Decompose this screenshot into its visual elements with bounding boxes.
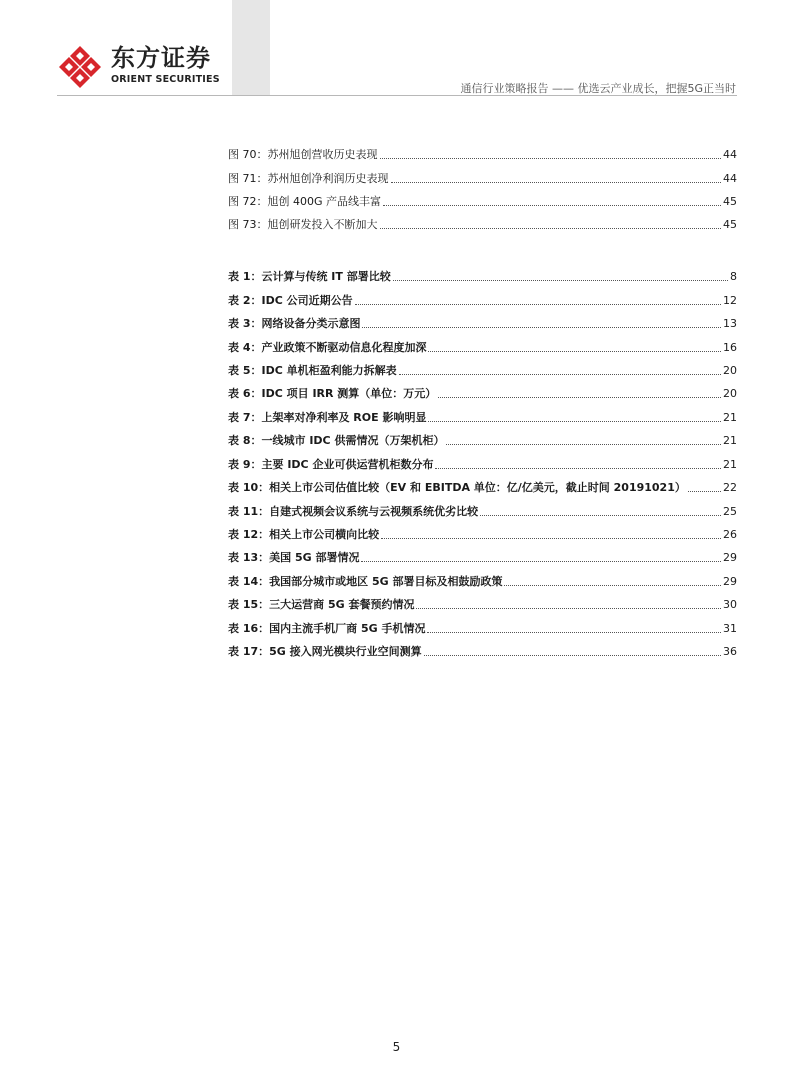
toc-leader-dots — [688, 490, 721, 492]
toc-table-entry[interactable] — [228, 264, 737, 284]
toc-entry-page: 20 — [723, 364, 737, 377]
toc-table-entry[interactable] — [228, 592, 737, 612]
toc-entry-page: 21 — [723, 411, 737, 424]
toc-entry-page: 29 — [723, 575, 737, 588]
toc-entry-label: 表 15：三大运营商 5G 套餐预约情况 — [228, 598, 415, 611]
toc-leader-dots — [383, 204, 721, 206]
toc-entry-page: 45 — [723, 195, 737, 208]
toc-table-entry[interactable] — [228, 452, 737, 472]
toc-figure-entry[interactable] — [228, 142, 737, 162]
toc-table-entry[interactable] — [228, 499, 737, 519]
toc-leader-dots — [428, 420, 721, 422]
toc-table-entry[interactable] — [228, 335, 737, 355]
toc-entry-page: 29 — [723, 551, 737, 564]
toc-table-entry[interactable] — [228, 288, 737, 308]
toc-entry-label: 图 70：苏州旭创营收历史表现 — [228, 148, 378, 161]
toc-table-entry[interactable] — [228, 522, 737, 542]
toc-leader-dots — [504, 584, 721, 586]
toc-entry-label: 表 2：IDC 公司近期公告 — [228, 294, 353, 307]
toc-figure-entry[interactable] — [228, 166, 737, 186]
toc-entry-label: 表 3：网络设备分类示意图 — [228, 317, 361, 330]
toc-entry-label: 表 5：IDC 单机柜盈利能力拆解表 — [228, 364, 397, 377]
toc-table-entry[interactable] — [228, 381, 737, 401]
toc-entry-label: 图 73：旭创研发投入不断加大 — [228, 218, 378, 231]
toc-entry-label: 图 71：苏州旭创净利润历史表现 — [228, 172, 389, 185]
toc-entry-label: 表 17：5G 接入网光模块行业空间测算 — [228, 645, 422, 658]
brand-name-en: ORIENT SECURITIES — [111, 74, 220, 85]
report-title: 通信行业策略报告 —— 优选云产业成长，把握5G正当时 — [460, 82, 736, 95]
toc-leader-dots — [362, 326, 721, 328]
toc-entry-page: 13 — [723, 317, 737, 330]
toc-entry-page: 25 — [723, 505, 737, 518]
toc-leader-dots — [435, 467, 721, 469]
toc-table-entry[interactable] — [228, 545, 737, 565]
toc-leader-dots — [438, 396, 721, 398]
toc-entry-label: 表 6：IDC 项目 IRR 测算（单位：万元） — [228, 387, 437, 400]
header-gray-band — [232, 0, 270, 96]
toc-table-entry[interactable] — [228, 358, 737, 378]
toc-leader-dots — [416, 607, 721, 609]
toc-figure-entry[interactable] — [228, 212, 737, 232]
toc-table-entry[interactable] — [228, 405, 737, 425]
toc-entry-label: 表 4：产业政策不断驱动信息化程度加深 — [228, 341, 427, 354]
toc-table-entry[interactable] — [228, 616, 737, 636]
toc-entry-page: 30 — [723, 598, 737, 611]
toc-entry-page: 44 — [723, 148, 737, 161]
toc-entry-label: 表 11：自建式视频会议系统与云视频系统优劣比较 — [228, 505, 479, 518]
toc-entry-page: 8 — [730, 270, 737, 283]
toc-figure-entry[interactable] — [228, 189, 737, 209]
toc-entry-page: 36 — [723, 645, 737, 658]
toc-table-entry[interactable] — [228, 428, 737, 448]
toc-leader-dots — [380, 157, 722, 159]
toc-entry-page: 21 — [723, 458, 737, 471]
toc-table-entry[interactable] — [228, 569, 737, 589]
toc-leader-dots — [424, 654, 721, 656]
toc-leader-dots — [393, 279, 728, 281]
toc-entry-label: 表 7：上架率对净利率及 ROE 影响明显 — [228, 411, 427, 424]
brand-name-cn: 东方证券 — [111, 44, 211, 72]
header-divider — [57, 95, 737, 96]
toc-leader-dots — [428, 350, 721, 352]
orient-logo-icon — [57, 44, 103, 90]
toc-leader-dots — [355, 303, 721, 305]
toc-table-entry[interactable] — [228, 475, 737, 495]
toc-entry-page: 31 — [723, 622, 737, 635]
toc-leader-dots — [361, 560, 721, 562]
toc-leader-dots — [381, 537, 721, 539]
toc-entry-label: 表 14：我国部分城市或地区 5G 部署目标及相鼓励政策 — [228, 575, 503, 588]
company-logo — [57, 44, 227, 90]
toc-entry-page: 20 — [723, 387, 737, 400]
toc-table-entry[interactable] — [228, 311, 737, 331]
toc-entry-label: 表 12：相关上市公司横向比较 — [228, 528, 380, 541]
toc-entry-page: 21 — [723, 434, 737, 447]
toc-leader-dots — [427, 631, 721, 633]
toc-entry-page: 22 — [723, 481, 737, 494]
toc-entry-label: 表 9：主要 IDC 企业可供运营机柜数分布 — [228, 458, 434, 471]
toc-entry-page: 44 — [723, 172, 737, 185]
toc-entry-label: 图 72：旭创 400G 产品线丰富 — [228, 195, 382, 208]
toc-entry-label: 表 10：相关上市公司估值比较（EV 和 EBITDA 单位：亿/亿美元，截止时间 20191021） — [228, 481, 686, 494]
toc-entry-page: 45 — [723, 218, 737, 231]
toc-entry-label: 表 16：国内主流手机厂商 5G 手机情况 — [228, 622, 426, 635]
toc-leader-dots — [480, 514, 721, 516]
toc-entry-label: 表 1：云计算与传统 IT 部署比较 — [228, 270, 391, 283]
toc-entry-label: 表 13：美国 5G 部署情况 — [228, 551, 360, 564]
toc-leader-dots — [391, 181, 722, 183]
toc-entry-label: 表 8：一线城市 IDC 供需情况（万架机柜） — [228, 434, 445, 447]
page-number: 5 — [392, 1040, 401, 1054]
toc-entry-page: 12 — [723, 294, 737, 307]
toc-entry-page: 26 — [723, 528, 737, 541]
toc-leader-dots — [399, 373, 721, 375]
toc-entry-page: 16 — [723, 341, 737, 354]
toc-leader-dots — [446, 443, 721, 445]
toc-leader-dots — [380, 227, 722, 229]
toc-table-entry[interactable] — [228, 639, 737, 659]
